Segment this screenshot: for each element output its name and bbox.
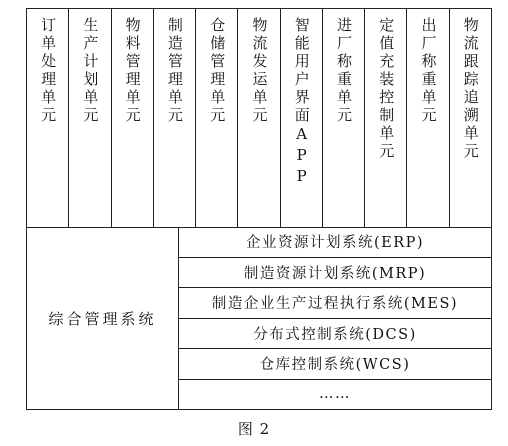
warehouse-management-unit-label: 仓储管理单元 xyxy=(208,17,227,125)
quantitative-loading-control-unit-label: 定值充装控制单元 xyxy=(377,17,396,161)
logistics-tracking-unit-label: 物流跟踪追溯单元 xyxy=(461,17,480,161)
smart-user-interface-app-label: 智能用户界面APP xyxy=(292,17,311,188)
systems-list xyxy=(179,227,491,409)
logistics-dispatch-unit xyxy=(238,9,280,227)
system-architecture-diagram xyxy=(26,8,492,410)
erp-row: 企业资源计划系统(ERP) xyxy=(179,227,491,258)
wcs-row: 仓库控制系统(WCS) xyxy=(179,349,491,380)
inbound-weighing-unit-label: 进厂称重单元 xyxy=(334,17,353,125)
quantitative-loading-control-unit xyxy=(365,9,407,227)
production-planning-unit xyxy=(69,9,111,227)
ellipsis-row: …… xyxy=(319,386,351,403)
order-processing-unit xyxy=(27,9,69,227)
integrated-management-label: 综合管理系统 xyxy=(48,309,157,328)
functional-units-row xyxy=(27,9,491,228)
warehouse-management-unit xyxy=(196,9,238,227)
dcs-row: 分布式控制系统(DCS) xyxy=(179,319,491,350)
management-systems-section xyxy=(27,227,491,409)
inbound-weighing-unit xyxy=(323,9,365,227)
smart-user-interface-app xyxy=(281,9,323,227)
logistics-tracking-unit xyxy=(450,9,491,227)
production-planning-unit-label: 生产计划单元 xyxy=(81,17,100,125)
logistics-dispatch-unit-label: 物流发运单元 xyxy=(250,17,269,125)
outbound-weighing-unit-label: 出厂称重单元 xyxy=(419,17,438,125)
integrated-management-cell xyxy=(27,227,179,409)
mes-row: 制造企业生产过程执行系统(MES) xyxy=(179,288,491,319)
figure-caption: 图 2 xyxy=(237,420,271,438)
mrp-row: 制造资源计划系统(MRP) xyxy=(179,258,491,289)
materials-management-unit-label: 物料管理单元 xyxy=(123,17,142,125)
materials-management-unit xyxy=(112,9,154,227)
manufacturing-management-unit-label: 制造管理单元 xyxy=(165,17,184,125)
manufacturing-management-unit xyxy=(154,9,196,227)
outbound-weighing-unit xyxy=(407,9,449,227)
order-processing-unit-label: 订单处理单元 xyxy=(39,17,58,125)
